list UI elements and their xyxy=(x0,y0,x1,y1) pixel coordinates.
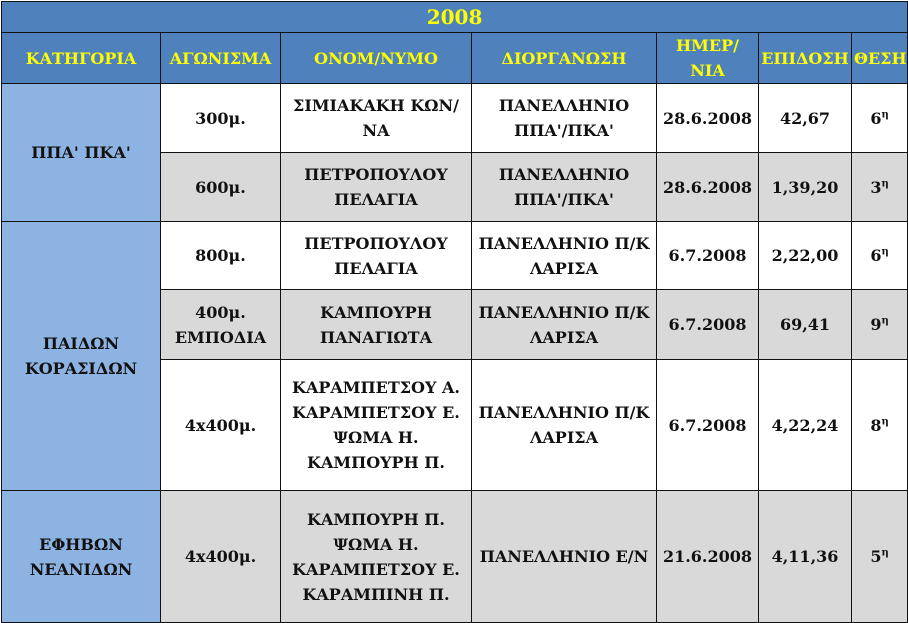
athlete-name: ΨΩΜΑ Η. xyxy=(333,534,419,554)
organization-text: ΛΑΡΙΣΑ xyxy=(529,428,599,447)
category-label: ΕΦΗΒΩΝ xyxy=(39,534,123,554)
position-cell xyxy=(852,84,908,153)
position-cell xyxy=(852,360,908,491)
athlete-name: ΠΕΤΡΟΠΟΥΛΟΥ xyxy=(304,165,448,184)
athlete-name: ΚΑΡΑΜΠΕΤΣΟΥ Α. xyxy=(292,378,460,397)
position-suffix: η xyxy=(881,416,889,428)
name-cell xyxy=(281,153,472,222)
organization-cell xyxy=(472,491,657,623)
date-cell: 6.7.2008 xyxy=(657,222,759,290)
organization-text: ΠΑΝΕΛΛΗΝΙΟ Π/Κ xyxy=(478,403,650,422)
organization-cell xyxy=(472,153,657,222)
year-title: 2008 xyxy=(2,2,908,33)
table-row xyxy=(2,491,908,623)
position-cell xyxy=(852,153,908,222)
date-cell: 28.6.2008 xyxy=(657,84,759,153)
position-number: 3 xyxy=(870,177,882,197)
event-cell xyxy=(161,153,281,222)
athlete-name: ΚΑΜΠΟΥΡΗ Π. xyxy=(307,453,445,472)
performance-cell: 1,39,20 xyxy=(759,153,852,222)
organization-text: ΠΑΝΕΛΛΗΝΙΟ xyxy=(498,96,630,115)
organization-cell xyxy=(472,222,657,290)
position-suffix: η xyxy=(881,315,889,327)
athlete-name: ΠΑΝΑΓΙΩΤΑ xyxy=(320,327,432,347)
organization-text: ΠΑΝΕΛΛΗΝΙΟ xyxy=(498,165,630,184)
athlete-name: ΠΕΛΑΓΙΑ xyxy=(334,258,418,278)
header-name: ΟΝΟΜ/ΝΥΜΟ xyxy=(281,33,472,84)
event-cell xyxy=(161,290,281,360)
event-text: 600μ. xyxy=(195,177,246,197)
athlete-name: ΚΑΡΑΜΠΕΤΣΟΥ Ε. xyxy=(292,403,460,422)
organization-text: ΠΑΝΕΛΛΗΝΙΟ Π/Κ xyxy=(478,302,650,322)
category-label: ΠΠΑ' ΠΚΑ' xyxy=(31,143,131,162)
organization-cell xyxy=(472,290,657,360)
position-number: 6 xyxy=(870,108,882,128)
athlete-name: ΚΑΜΠΟΥΡΗ Π. xyxy=(307,509,445,529)
event-text: 300μ. xyxy=(195,108,246,128)
position-number: 8 xyxy=(870,415,882,435)
name-cell xyxy=(281,84,472,153)
position-cell xyxy=(852,222,908,290)
organization-text: ΠΠΑ'/ΠΚΑ' xyxy=(514,190,614,209)
performance-cell: 42,67 xyxy=(759,84,852,153)
date-cell: 6.7.2008 xyxy=(657,290,759,360)
event-cell xyxy=(161,84,281,153)
position-cell xyxy=(852,290,908,360)
performance-cell: 4,11,36 xyxy=(759,491,852,623)
position-number: 5 xyxy=(870,547,882,566)
position-suffix: η xyxy=(881,547,889,559)
event-text: 800μ. xyxy=(195,246,246,265)
position-suffix: η xyxy=(881,109,889,121)
date-cell: 6.7.2008 xyxy=(657,360,759,491)
event-text: 4x400μ. xyxy=(184,415,257,435)
athlete-name: ΚΑΜΠΟΥΡΗ xyxy=(320,302,432,322)
organization-text: ΛΑΡΙΣΑ xyxy=(529,258,599,278)
category-label: ΚΟΡΑΣΙΔΩΝ xyxy=(24,359,138,378)
organization-text: ΠΑΝΕΛΛΗΝΙΟ Ε/Ν xyxy=(479,547,649,566)
organization-cell xyxy=(472,84,657,153)
performance-cell: 2,22,00 xyxy=(759,222,852,290)
organization-text: ΛΑΡΙΣΑ xyxy=(529,327,599,347)
athlete-name: ΚΑΡΑΜΠΙΝΗ Π. xyxy=(302,584,450,604)
header-category: ΚΑΤΗΓΟΡΙΑ xyxy=(2,33,161,84)
category-cell xyxy=(2,84,161,222)
organization-cell xyxy=(472,360,657,491)
results-table xyxy=(1,1,908,623)
athlete-name: ΚΑΡΑΜΠΕΤΣΟΥ Ε. xyxy=(292,559,460,579)
organization-text: ΠΠΑ'/ΠΚΑ' xyxy=(514,121,614,140)
event-text: 400μ. xyxy=(195,302,246,322)
athlete-name: ΠΕΛΑΓΙΑ xyxy=(334,190,418,209)
name-cell xyxy=(281,290,472,360)
position-number: 6 xyxy=(870,246,882,265)
position-suffix: η xyxy=(881,246,889,258)
event-cell xyxy=(161,360,281,491)
name-cell xyxy=(281,491,472,623)
header-position: ΘΕΣΗ xyxy=(852,33,908,84)
header-date: ΗΜΕΡ/ΝΙΑ xyxy=(657,33,759,84)
event-text: 4x400μ. xyxy=(184,547,257,566)
name-cell xyxy=(281,222,472,290)
table-row xyxy=(2,222,908,290)
date-cell: 28.6.2008 xyxy=(657,153,759,222)
event-cell xyxy=(161,222,281,290)
organization-text: ΠΑΝΕΛΛΗΝΙΟ Π/Κ xyxy=(478,233,650,253)
category-cell xyxy=(2,491,161,623)
category-label: ΠΑΙΔΩΝ xyxy=(42,334,120,353)
event-cell xyxy=(161,491,281,623)
position-number: 9 xyxy=(870,315,882,334)
date-cell: 21.6.2008 xyxy=(657,491,759,623)
header-performance: ΕΠΙΔΟΣΗ xyxy=(759,33,852,84)
position-suffix: η xyxy=(881,178,889,190)
event-text: ΕΜΠΟΔΙΑ xyxy=(174,327,267,347)
performance-cell: 69,41 xyxy=(759,290,852,360)
table-row xyxy=(2,84,908,153)
performance-cell: 4,22,24 xyxy=(759,360,852,491)
category-cell xyxy=(2,222,161,491)
position-cell xyxy=(852,491,908,623)
athlete-name: ΣΙΜΙΑΚΑΚΗ ΚΩΝ/ΝΑ xyxy=(293,96,459,140)
header-event: ΑΓΩΝΙΣΜΑ xyxy=(161,33,281,84)
athlete-name: ΨΩΜΑ Η. xyxy=(333,428,419,447)
category-label: ΝΕΑΝΙΔΩΝ xyxy=(29,559,133,579)
athlete-name: ΠΕΤΡΟΠΟΥΛΟΥ xyxy=(304,233,448,253)
header-organization: ΔΙΟΡΓΑΝΩΣΗ xyxy=(472,33,657,84)
name-cell xyxy=(281,360,472,491)
